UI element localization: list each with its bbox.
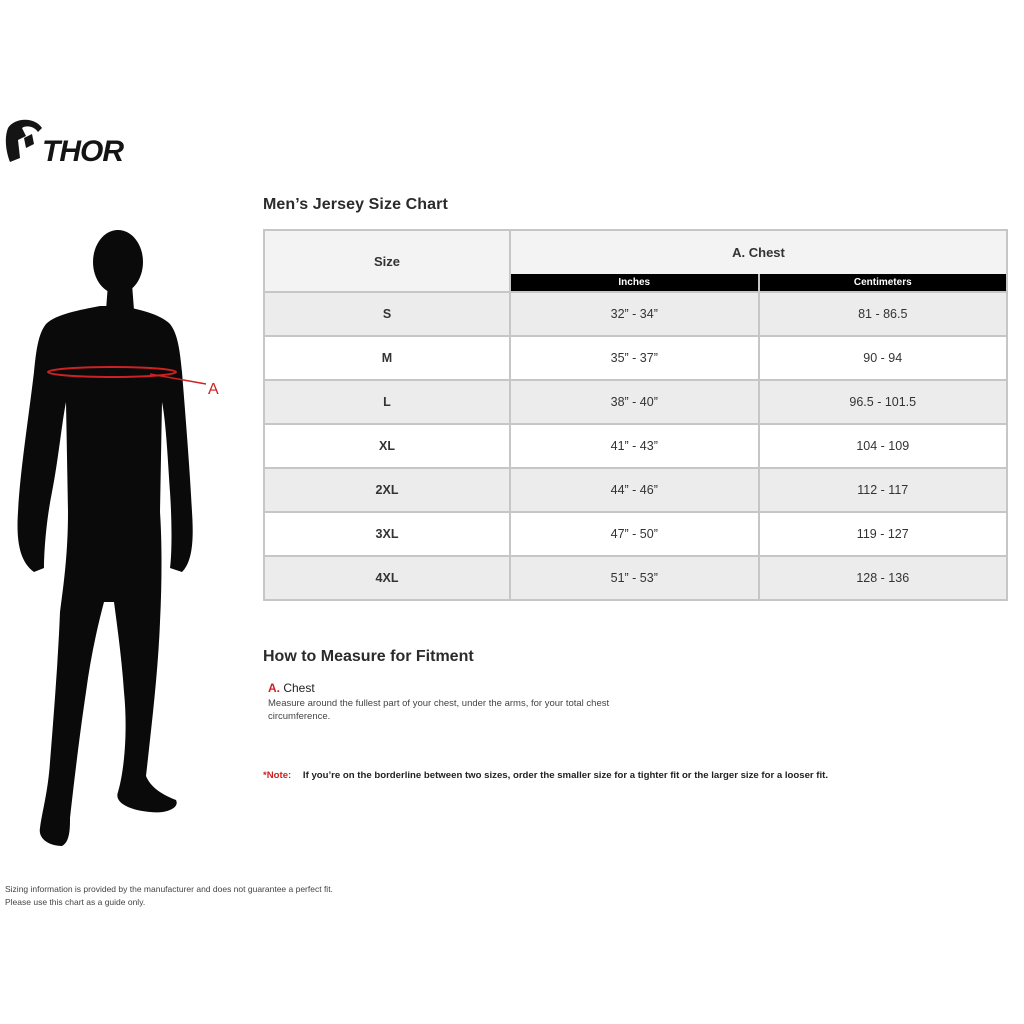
inches-cell: 38” - 40”: [510, 380, 759, 424]
measurement-description: Measure around the fullest part of your chest, under the arms, for your total chest circumference.: [268, 698, 610, 722]
thor-helmet-logo-icon: [4, 114, 164, 170]
body-silhouette: [0, 222, 230, 862]
size-cell: M: [264, 336, 510, 380]
disclaimer: [5, 883, 425, 908]
table-row: [264, 424, 1007, 468]
cm-cell: 81 - 86.5: [759, 292, 1008, 336]
table-row: [264, 556, 1007, 600]
cm-cell: 96.5 - 101.5: [759, 380, 1008, 424]
table-row: [264, 468, 1007, 512]
logo-wordmark: THOR: [42, 135, 123, 168]
cm-cell: 90 - 94: [759, 336, 1008, 380]
inches-cell: 32” - 34”: [510, 292, 759, 336]
inches-cell: 35” - 37”: [510, 336, 759, 380]
table-row: [264, 292, 1007, 336]
table-row: [264, 512, 1007, 556]
size-cell: 3XL: [264, 512, 510, 556]
cm-cell: 112 - 117: [759, 468, 1008, 512]
inches-cell: 44” - 46”: [510, 468, 759, 512]
size-cell: 4XL: [264, 556, 510, 600]
disclaimer-line: Sizing information is provided by the manufacturer and does not guarantee a perfect fit.: [5, 884, 333, 894]
sizing-note: [263, 770, 828, 781]
thor-logo: [4, 114, 164, 170]
cm-cell: 119 - 127: [759, 512, 1008, 556]
howto-title: How to Measure for Fitment: [263, 648, 474, 665]
chest-marker-label: A: [208, 381, 219, 398]
inches-header: Inches: [510, 274, 759, 292]
measurement-name: Chest: [283, 681, 315, 695]
inches-cell: 51” - 53”: [510, 556, 759, 600]
cm-cell: 128 - 136: [759, 556, 1008, 600]
silhouette-shape: [18, 230, 193, 846]
table-row: [264, 336, 1007, 380]
inches-cell: 47” - 50”: [510, 512, 759, 556]
size-cell: 2XL: [264, 468, 510, 512]
measurement-letter: A.: [268, 681, 280, 695]
size-cell: S: [264, 292, 510, 336]
cm-cell: 104 - 109: [759, 424, 1008, 468]
size-cell: L: [264, 380, 510, 424]
size-table: [263, 229, 1008, 601]
chest-header: A. Chest: [510, 230, 1007, 274]
inches-cell: 41” - 43”: [510, 424, 759, 468]
note-label: *Note:: [263, 770, 292, 781]
table-row: [264, 380, 1007, 424]
measurement-label: [268, 681, 315, 695]
chart-title: Men’s Jersey Size Chart: [263, 196, 448, 213]
disclaimer-line: Please use this chart as a guide only.: [5, 896, 146, 907]
size-header: Size: [264, 230, 510, 292]
size-cell: XL: [264, 424, 510, 468]
centimeters-header: Centimeters: [759, 274, 1008, 292]
note-text: If you’re on the borderline between two sizes, order the smaller size for a tighter fit or the larger size for a looser fit.: [302, 770, 829, 781]
